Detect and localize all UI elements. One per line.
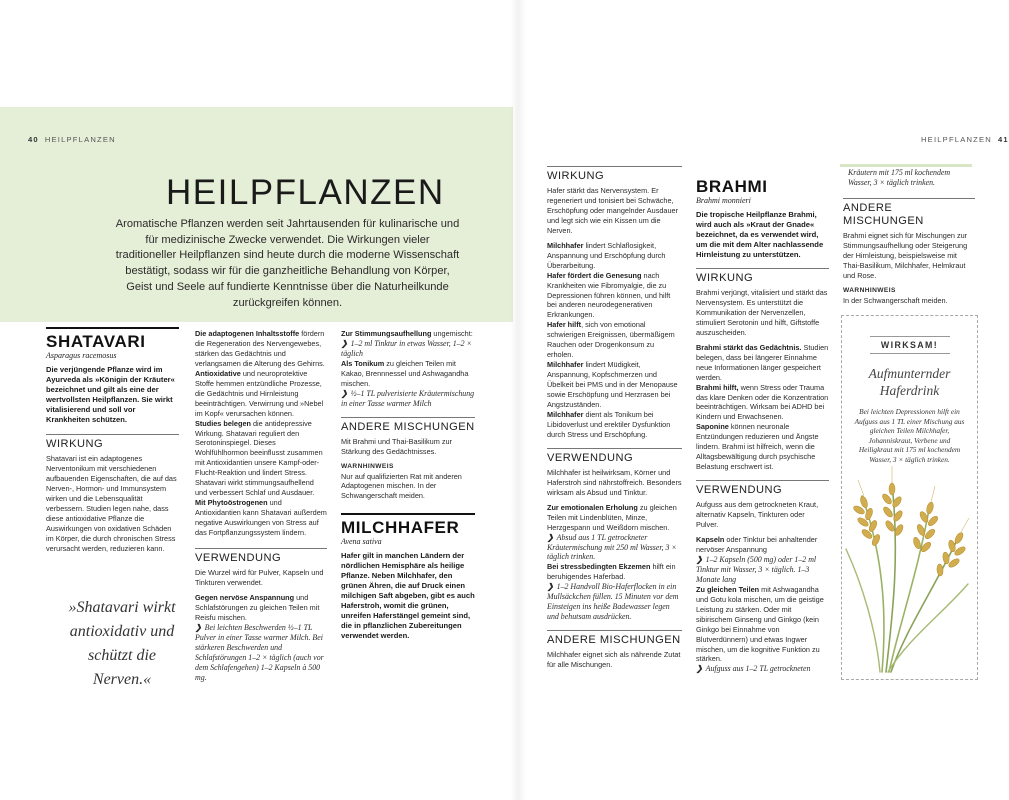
phyto-text: und Antioxidantien kann Shatavari außerdem negative Auswirkungen von Stress auf das Fortpflanzungssystem lindern. (195, 498, 327, 538)
shatavari-warn-text: Nur auf qualifizierten Rat mit anderen Adaptogenen mischen. In der Schwangerschaft meiden. (341, 471, 462, 501)
brahmi-andere-text: Brahmi eignet sich für Mischungen zur Stimmungsaufhellung oder Steigerung der Hirnleistung, beispielsweise mit Thai-Basilikum, Milchhafer, Helmkraut und Rose. (843, 230, 968, 280)
studies-bold: Studies belegen (195, 418, 251, 428)
chapter-intro: Aromatische Pflanzen werden seit Jahrtausenden für kulinarische und für medizinische Zwecke verwendet. Die Wirkungen vieler traditioneller Heilpflanzen sind heute durch die moderne Wissenschaft bestätigt, sodass wir für die ganzheitliche Behandlung von Körper, Geist und Seele auf fundierte Kenntnisse über die Naturheilkunde zurückgreifen können. (115, 218, 460, 309)
right-page-number: 41 (997, 135, 1009, 144)
right-running-head: HEILPFLANZEN (921, 135, 992, 144)
brahmi-p2 (696, 383, 829, 423)
brahmi-wirkung-heading: WIRKUNG (696, 268, 829, 285)
studies-paragraph (195, 419, 327, 499)
milchhafer-p4-bold: Milchhafer (547, 360, 584, 370)
shatavari-column-1 (46, 327, 179, 554)
milchhafer-ekzem-text: hilft ein beruhigendes Haferbad. (547, 562, 676, 582)
phyto-bold: Mit Phytoöstrogenen (195, 498, 268, 508)
shatavari-milchhafer-column (341, 329, 475, 641)
stimmung-text: ungemischt: (431, 329, 473, 338)
column-accent-rule (840, 164, 972, 167)
milchhafer-emo-text: zu gleichen Teilen mit Lindenblüten, Minze, Herzgespann und Weißdorn mischen. (547, 502, 677, 532)
book-gutter (510, 0, 526, 800)
milchhafer-ekzem (547, 562, 682, 582)
adaptogen-paragraph (195, 329, 327, 369)
milchhafer-title: MILCHHAFER (341, 513, 475, 536)
brahmi-p3-text: können neuronale Entzündungen reduzieren und Ängste lindern. Brahmi ist hilfreich, wenn die Alltagsbewältigung durch psychische Belastung erschwert ist. (696, 422, 819, 472)
arrow-icon: ❯ (547, 532, 554, 542)
phyto-paragraph (195, 498, 327, 538)
shatavari-column-2 (195, 329, 327, 683)
studies-text: die antidepressive Wirkung. Shatavari reguliert den Serotoninspiegel. Dieses Wohlfühlhormon beeinflusst zusammen mit Antioxidantien unsere Kampf-oder-Flucht-Reaktion und lindert Stress. Shatavari wirkt stimmungsaufhellend und verbessert Schlaf und Ausdauer. (195, 418, 323, 498)
brahmi-column (696, 166, 829, 674)
arrow-icon: ❯ (341, 338, 348, 348)
milchhafer-p1-text: lindert Schlaflosigkeit, Anspannung und Erschöpfung durch Überarbeitung. (547, 240, 666, 270)
anspannung-text: und Schlafstörungen zu gleichen Teilen mit Reisfu mischen. (195, 592, 320, 622)
milchhafer-andere-heading: ANDERE MISCHUNGEN (547, 630, 682, 647)
brahmi-p3 (696, 422, 829, 472)
milchhafer-emo-tip (547, 533, 682, 563)
shatavari-wirkung-heading: WIRKUNG (46, 434, 179, 451)
anspannung-paragraph (195, 593, 327, 623)
shatavari-lead: Die verjüngende Pflanze wird im Ayurveda als »Königin der Kräuter« bezeichnet und gilt als eine der wertvollsten Heilpflanzen. Sie wirkt vitalisierend und soll vor Krankheiten schützen. (46, 365, 175, 424)
brahmi-p1-text: Studien belegen, dass bei längerer Einnahme neue Informationen länger gespeichert werden. (696, 342, 829, 382)
antiox-text: und neuroprotektive Stoffe hemmen entzündliche Prozesse, die Gedächtnis und Hirnleistung beeinträchtigen. Verwirrung und »Nebel im Kopf« verursachen können. (195, 368, 324, 418)
stimmung-tip (341, 339, 475, 359)
milchhafer-p3-text: , sich von emotional schwierigen Ereignissen, übermäßigem Rauchen oder Drogenkonsum zu erholen. (547, 320, 675, 360)
milchhafer-emo (547, 503, 682, 533)
arrow-icon: ❯ (195, 622, 202, 632)
brahmi-kapseln-text: oder Tinktur bei anhaltender nervöser Anspannung (696, 535, 818, 554)
wirksam-text: Bei leichten Depressionen hilft ein Aufguss aus 1 TL einer Mischung aus gleichen Teilen Milchhafer, Johanniskraut, Verbene und Heiligkraut mit 175 ml kochendem Wasser, 3 × täglich trinken. (854, 407, 965, 464)
milchhafer-emo-tip-text: Absud aus 1 TL getrockneter Kräutermischung mit 250 ml Wasser, 3 × täglich trinken. (547, 532, 677, 562)
arrow-icon: ❯ (547, 582, 554, 592)
milchhafer-ekzem-tip-text: 1–2 Handvoll Bio-Haferflocken in ein Mullsäckchen füllen. 15 Minuten vor dem Einsteigen ins heiße Badewasser legen und behutsam ausdrücken. (547, 582, 679, 622)
tonikum-tip-text: ½–1 TL pulverisierte Kräutermischung in einer Tasse warmer Milch (341, 388, 475, 408)
milchhafer-ekzem-tip (547, 582, 682, 622)
adaptogen-bold: Die adaptogenen Inhaltsstoffe (195, 329, 300, 338)
arrow-icon: ❯ (341, 388, 348, 398)
left-page-number: 40 (28, 135, 39, 144)
brahmi-verwendung-text: Aufguss aus dem getrockneten Kraut, alternativ Kapseln, Tinkturen oder Pulver. (696, 500, 819, 530)
antiox-bold: Antioxidative (195, 368, 241, 378)
milchhafer-ekzem-bold: Bei stressbedingten Ekzemen (547, 562, 651, 572)
wirksam-tip-box (841, 315, 978, 680)
milchhafer-p2 (547, 271, 682, 321)
brahmi-gleich (696, 585, 829, 665)
brahmi-kapseln-tip (696, 555, 829, 585)
milchhafer-verwendung-heading: VERWENDUNG (547, 448, 682, 465)
brahmi-gleich-tip-text: Aufguss aus 1–2 TL getrockneten (705, 664, 811, 674)
brahmi-kapseln-bold: Kapseln (696, 535, 725, 545)
adaptogen-text: fördern die Regeneration des Nervengewebes, stärken das Gedächtnis und verlangsamen die Alterung des Gehirns. (195, 329, 325, 368)
shatavari-pull-quote: »Shatavari wirkt antioxidativ und schützt die Nerven.« (68, 599, 176, 688)
right-folio (921, 135, 1009, 144)
brahmi-p3-bold: Saponine (696, 422, 729, 432)
stimmung-bold: Zur Stimmungsaufhellung (341, 329, 432, 338)
brahmi-gleich-text: mit Ashwagandha und Gotu kola mischen, um die geistige Leistung zu stärken. Oder mit sibirischem Ginseng und Ginkgo (kein Ginkgo bei Einnahme von Blutverdünnern) und etwas Ingwer mischen, um die kognitive Funktion zu stärken. (696, 584, 824, 664)
milchhafer-p5 (547, 410, 682, 440)
brahmi-warn-heading: WARNHINWEIS (843, 286, 896, 294)
milchhafer-p5-bold: Milchhafer (547, 409, 584, 419)
brahmi-kapseln-tip-text: 1–2 Kapseln (500 mg) oder 1–2 ml Tinktur mit Wasser, 3 × täglich. 1–3 Monate lang (696, 554, 817, 584)
brahmi-gleich-bold: Zu gleichen Teilen (696, 584, 760, 594)
wirksam-title: Aufmunternder Haferdrink (868, 366, 951, 398)
arrow-icon: ❯ (696, 664, 703, 674)
chapter-title: HEILPFLANZEN (166, 173, 445, 212)
milchhafer-p4-text: lindert Müdigkeit, Anspannung, Kopfschmerzen und Übelkeit bei PMS und in der Menopause sowie Erschöpfung und Herzrasen bei Angstzuständen. (547, 360, 678, 410)
brahmi-kapseln (696, 535, 829, 555)
brahmi-andere-heading: ANDERE MISCHUNGEN (843, 198, 975, 228)
shatavari-warn-heading: WARNHINWEIS (341, 462, 394, 470)
anspannung-bold: Gegen nervöse Anspannung (195, 592, 295, 602)
brahmi-gleich-tip (696, 664, 829, 674)
stimmung-tip-text: 1–2 ml Tinktur in etwas Wasser, 1–2 × täglich (341, 338, 472, 358)
shatavari-title: SHATAVARI (46, 327, 179, 350)
arrow-icon: ❯ (696, 554, 703, 564)
brahmi-p2-text: wenn Stress oder Trauma das klare Denken oder die Konzentration beeinträchtigen. Wirksam bei ADHD bei Kindern und Erwachsenen. (696, 382, 829, 422)
left-running-head: HEILPFLANZEN (44, 135, 116, 144)
brahmi-p2-bold: Brahmi hilft, (696, 382, 739, 392)
milchhafer-p4 (547, 360, 682, 410)
shatavari-verwendung-heading: VERWENDUNG (195, 548, 327, 565)
milchhafer-p1 (547, 241, 682, 271)
wheat-ears-illustration (842, 454, 979, 679)
milchhafer-latin-name: Avena sativa (341, 537, 382, 547)
milchhafer-p3-bold: Hafer hilft (547, 320, 582, 330)
milchhafer-emo-bold: Zur emotionalen Erholung (547, 502, 638, 512)
brahmi-verwendung-heading: VERWENDUNG (696, 480, 829, 497)
milchhafer-p2-bold: Hafer fördert die Genesung (547, 270, 642, 280)
brahmi-title: BRAHMI (696, 177, 768, 196)
brahmi-cont-tip: Kräutern mit 175 ml kochendem Wasser, 3 × täglich trinken. (848, 168, 951, 187)
milchhafer-andere-text: Milchhafer eignet sich als nährende Zutat für alle Mischungen. (547, 650, 681, 670)
milchhafer-p5-text: dient als Tonikum bei Libidoverlust und erektiler Dysfunktion durch Stress und Erschöpfung. (547, 409, 671, 439)
milchhafer-p2-text: nach Krankheiten wie Fibromyalgie, die zu Depressionen führen können, und hilft bei anderen neurodegenerativen Erkrankungen. (547, 270, 671, 320)
shatavari-wirkung-text: Shatavari ist ein adaptogenes Nerventonikum mit verschiedenen aufbauenden Eigenschaften, die auf das Nerven-, Hormon- und Immunsystem wirken und die Lebensqualität verbessern. Studien legen nahe, dass diese antioxidative Pflanze die Auswirkungen von oxidativen Schäden im Körper, die durch chronischen Stress verursacht werden, reduzieren kann. (46, 454, 177, 553)
anspannung-tip (195, 623, 327, 683)
left-folio (28, 135, 116, 144)
milchhafer-wirkung-heading: WIRKUNG (547, 166, 682, 183)
brahmi-lead: Die tropische Heilpflanze Brahmi, wird auch als »Kraut der Gnade« bezeichnet, da es verwendet wird, um die mit dem Alter nachlassende Hirnleistung zu unterstützen. (696, 210, 824, 259)
tonikum-tip (341, 389, 475, 409)
milchhafer-p3 (547, 320, 682, 360)
brahmi-column-2 (843, 168, 975, 306)
anspannung-tip-text: Bei leichten Beschwerden ½–1 TL Pulver in einer Tasse warmer Milch. Bei stärkeren Beschwerden und Schlafstörungen 1–2 × täglich (auch vor dem Schlafengehen) 1–2 Kapseln à 500 mg. (195, 622, 324, 682)
antiox-paragraph (195, 369, 327, 419)
brahmi-warn-text: In der Schwangerschaft meiden. (843, 295, 948, 305)
shatavari-andere-heading: ANDERE MISCHUNGEN (341, 417, 475, 434)
shatavari-verwendung-text: Die Wurzel wird für Pulver, Kapseln und Tinkturen verwendet. (195, 568, 324, 587)
brahmi-p1-bold: Brahmi stärkt das Gedächtnis. (696, 342, 802, 352)
milchhafer-verwendung-text: Milchhafer ist heilwirksam, Körner und Haferstroh sind nährstoffreich. Besonders wirksam als Absud und Tinktur. (547, 467, 682, 497)
milchhafer-p1-bold: Milchhafer (547, 240, 584, 250)
wirksam-tag: WIRKSAM! (870, 336, 950, 354)
brahmi-wirkung-text: Brahmi verjüngt, vitalisiert und stärkt das Nervensystem. Es unterstützt die Kommunikation der Nervenzellen, stimuliert Serotonin und hilft, Giftstoffe auszuscheiden. (696, 288, 828, 337)
brahmi-p1 (696, 343, 829, 383)
tonikum-paragraph (341, 359, 475, 389)
milchhafer-column (547, 166, 682, 670)
stimmung-paragraph (341, 329, 475, 339)
tonikum-text: zu gleichen Teilen mit Kakao, Brennnessel und Ashwagandha mischen. (341, 358, 469, 388)
tonikum-bold: Als Tonikum (341, 358, 385, 368)
shatavari-latin-name: Asparagus racemosus (46, 351, 117, 360)
shatavari-andere-text: Mit Brahmi und Thai-Basilikum zur Stärkung des Gedächtnisses. (341, 436, 452, 456)
milchhafer-wirkung-text: Hafer stärkt das Nervensystem. Er regeneriert und tonisiert bei Schwäche, Erschöpfung oder mangelnder Ausdauer und legt sich wie ein Kissen um die Nerven. (547, 186, 679, 235)
brahmi-latin-name: Brahmi monnieri (696, 196, 751, 205)
milchhafer-lead: Hafer gilt in manchen Ländern der nördlichen Hemisphäre als heilige Pflanze. Neben Milchhafer, den grünen Ähren, die auf Druck einen milchigen Saft abgeben, gibt es auch Haferstroh, womit die grünen, unreifen Haferstängel gemeint sind, die in pflanzlichen Zubereitungen verwendet werden. (341, 551, 475, 641)
